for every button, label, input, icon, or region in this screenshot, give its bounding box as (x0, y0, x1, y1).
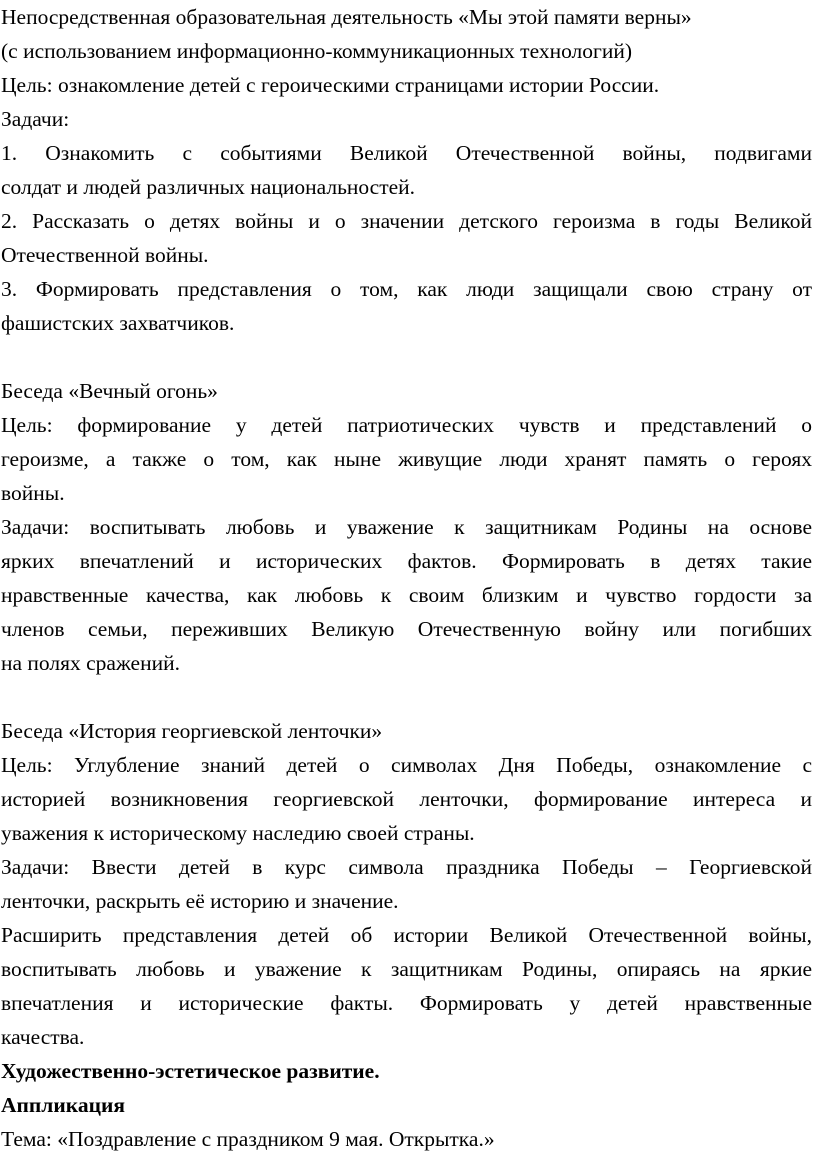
art-theme: Тема: «Поздравление с праздником 9 мая. Открытка.» (1, 1127, 495, 1151)
paragraph-gap (1, 340, 812, 374)
lesson-task-line: Отечественной войны. (1, 243, 209, 267)
lesson-task-line: 2. Рассказать о детях войны и о значении детского героизма в годы Великой (1, 209, 812, 233)
talk1-tasks-line: ярких впечатлений и исторических фактов. Формировать в детях такие (1, 549, 812, 573)
talk2-goal-line: историей возникновения георгиевской ленточки, формирование интереса и (1, 787, 812, 811)
talk1-title: Беседа «Вечный огонь» (1, 379, 218, 403)
talk2-goal-line: Цель: Углубление знаний детей о символах Дня Победы, ознакомление с (1, 753, 812, 777)
talk2-tasks-line: Задачи: Ввести детей в курс символа праздника Победы – Георгиевской (1, 855, 812, 879)
lesson-task-line: солдат и людей различных национальностей. (1, 175, 416, 199)
talk1-tasks-line: членов семьи, переживших Великую Отечественную войну или погибших (1, 617, 812, 641)
talk2-extra-line: Расширить представления детей об истории Великой Отечественной войны, (1, 923, 812, 947)
talk2-extra-line: впечатления и исторические факты. Формировать у детей нравственные (1, 991, 812, 1015)
paragraph-gap (1, 680, 812, 714)
art-section-heading: Художественно-эстетическое развитие. (1, 1059, 380, 1083)
talk1-goal-line: Цель: формирование у детей патриотических чувств и представлений о (1, 413, 812, 437)
lesson-title-line: (с использованием информационно-коммуникационных технологий) (1, 39, 633, 63)
talk1-tasks-line: нравственные качества, как любовь к своим близким и чувство гордости за (1, 583, 812, 607)
lesson-title-line: Непосредственная образовательная деятельность «Мы этой памяти верны» (1, 5, 692, 29)
talk2-goal-line: уважения к историческому наследию своей страны. (1, 821, 475, 845)
lesson-task-line: 3. Формировать представления о том, как люди защищали свою страну от (1, 277, 812, 301)
talk1-tasks-line: Задачи: воспитывать любовь и уважение к защитникам Родины на основе (1, 515, 812, 539)
talk2-extra-line: воспитывать любовь и уважение к защитникам Родины, опираясь на яркие (1, 957, 812, 981)
talk1-tasks-line: на полях сражений. (1, 651, 180, 675)
talk1-goal-line: войны. (1, 481, 65, 505)
art-subheading: Аппликация (1, 1093, 125, 1117)
lesson-goal: Цель: ознакомление детей с героическими страницами истории России. (1, 73, 660, 97)
lesson-task-line: фашистских захватчиков. (1, 311, 235, 335)
lesson-task-line: 1. Ознакомить с событиями Великой Отечественной войны, подвигами (1, 141, 812, 165)
talk2-extra-line: качества. (1, 1025, 85, 1049)
lesson-tasks-label: Задачи: (1, 107, 70, 131)
talk2-tasks-line: ленточки, раскрыть её историю и значение. (1, 889, 399, 913)
talk1-goal-line: героизме, а также о том, как ныне живущие люди хранят память о героях (1, 447, 812, 471)
talk2-title: Беседа «История георгиевской ленточки» (1, 719, 383, 743)
